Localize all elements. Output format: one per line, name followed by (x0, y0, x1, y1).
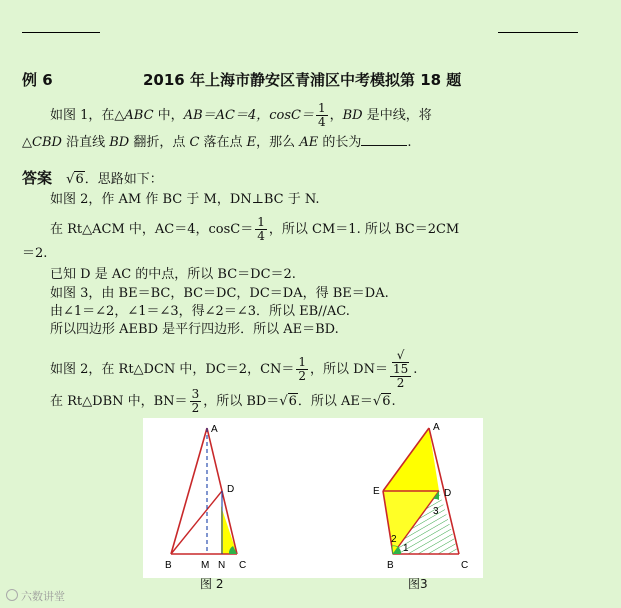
answer-blank (361, 135, 407, 146)
figure-3-caption: 图3 (408, 577, 428, 591)
fig2-label-m: M (201, 560, 210, 571)
header-rule-right (498, 32, 578, 33)
fraction: $\frac{1}{4}$ (317, 101, 326, 129)
figure-2-caption: 图 2 (200, 577, 224, 591)
fig3-label-c: C (461, 560, 469, 571)
problem-line-1: 如图 1，在△ABC 中，AB＝AC＝4，cosC＝ $\frac{1}{4}$ ，BD 是中线，将 (50, 101, 432, 129)
fig2-label-c: C (239, 560, 247, 571)
fig2-label-a: A (211, 424, 218, 435)
answer-line-6: 由∠1＝∠2，∠1＝∠3，得∠2＝∠3．所以 EB//AC. (50, 304, 350, 319)
fraction: $\frac{1}{2}$ (298, 355, 307, 383)
fig3-label-2: 2 (391, 534, 397, 545)
fig2-label-d: D (227, 484, 235, 495)
watermark: 六数讲堂 (6, 588, 65, 604)
figure-3 (353, 418, 483, 578)
fig2-label-n: N (218, 560, 226, 571)
problem-line-2: △CBD 沿直线 BD 翻折，点 C 落在点 E，那么 AE 的长为 . (22, 135, 412, 150)
fig3-label-b: B (387, 560, 394, 571)
fig3-label-1: 1 (403, 543, 409, 554)
fig2-segment-bd (171, 491, 222, 554)
answer-line-4: 已知 D 是 AC 的中点，所以 BC＝DC＝2. (50, 267, 296, 282)
fig3-label-a: A (433, 422, 440, 433)
figures-panel (143, 418, 483, 578)
answer-line-7: 所以四边形 AEBD 是平行四边形．所以 AE＝BD. (50, 322, 339, 337)
answer-line-5: 如图 3，由 BE＝BC，BC＝DC，DC＝DA，得 BE＝DA. (50, 286, 389, 301)
fig3-label-3: 3 (433, 506, 439, 517)
header-rule-left (22, 32, 100, 33)
answer-line-2: 在 Rt△ACM 中，AC＝4，cosC＝ $\frac{1}{4}$ ，所以 CM＝1. 所以 BC＝2CM (50, 215, 460, 243)
fig2-side-ab (171, 428, 207, 554)
watermark-icon (6, 589, 18, 601)
fig3-label-d: D (444, 488, 452, 499)
fraction: √ 15 2 (390, 349, 411, 390)
fig3-label-e: E (373, 486, 380, 497)
example-label: 例 6 (22, 71, 53, 89)
page-title: 2016 年上海市静安区青浦区中考模拟第 18 题 (143, 71, 462, 89)
figure-2 (151, 418, 281, 578)
answer-line-8: 如图 2，在 Rt△DCN 中，DC＝2，CN＝ $\frac{1}{2}$ ，所以 DN＝ √ 15 2 . (50, 348, 418, 390)
fraction: $\frac{1}{4}$ (257, 215, 265, 243)
fraction: $\frac{3}{2}$ (191, 387, 200, 415)
answer-line-9: 在 Rt△DBN 中，BN＝ $\frac{3}{2}$ ，所以 BD＝√6．所以 AE＝√6. (50, 387, 396, 415)
answer-line-1: 如图 2，作 AM 作 BC 于 M，DN⊥BC 于 N. (50, 192, 320, 207)
answer-line-3: ＝2. (22, 246, 48, 261)
answer-heading: 答案 √6．思路如下： (22, 169, 163, 187)
fig2-label-b: B (165, 560, 172, 571)
